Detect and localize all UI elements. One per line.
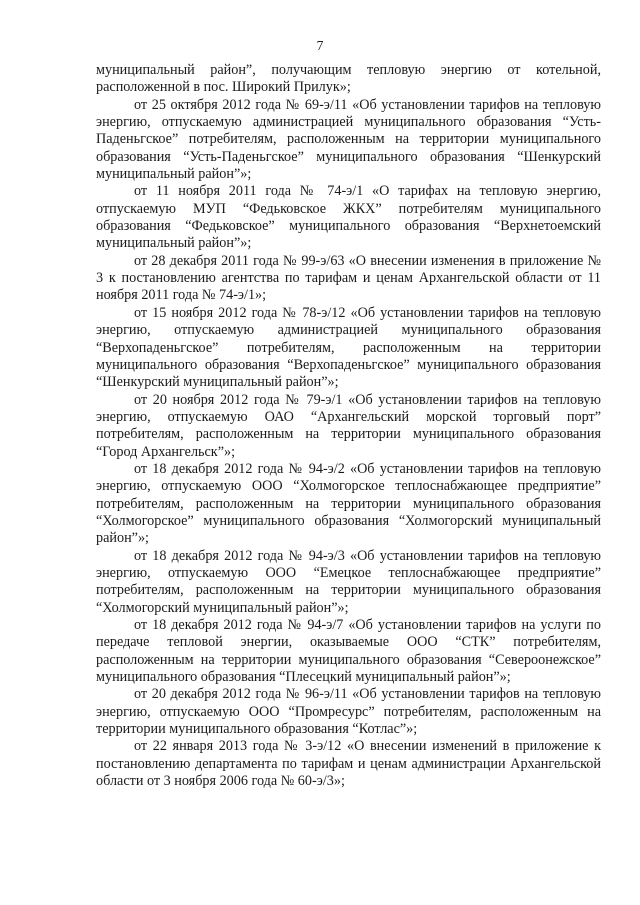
paragraph-resolution: от 11 ноября 2011 года № 74-э/1 «О тарифах на тепловую энергию, отпускаемую МУП “Федьковское ЖКХ” потребителям муниципального образования “Федьковское” муниципального образования “Верхнетоемский муниципальный район”»; bbox=[96, 183, 601, 252]
paragraph-resolution: от 22 января 2013 года № 3-э/12 «О внесении изменений в приложение к постановлению департамента по тарифам и ценам администрации Архангельской области от 3 ноября 2006 года № 60-э/3»; bbox=[96, 738, 601, 790]
paragraph-resolution: от 20 ноября 2012 года № 79-э/1 «Об установлении тарифов на тепловую энергию, отпускаемую ОАО “Архангельский морской торговый порт” потребителям, расположенным на территории муниципального образования “Город Архангельск”»; bbox=[96, 391, 601, 460]
page-number: 7 bbox=[316, 38, 324, 53]
paragraph-continuation: муниципальный район”, получающим тепловую энергию от котельной, расположенной в пос. Широкий Прилук»; bbox=[96, 62, 601, 96]
paragraph-resolution: от 28 декабря 2011 года № 99-э/63 «О внесении изменения в приложение № 3 к постановлению агентства по тарифам и ценам Архангельской области от 11 ноября 2011 года № 74-э/1»; bbox=[96, 252, 601, 304]
paragraph-resolution: от 15 ноября 2012 года № 78-э/12 «Об установлении тарифов на тепловую энергию, отпускаемую администрацией муниципального образования “Верхопаденьгское” потребителям, расположенным на территории муниципального образования “Верхопаденьгское” муниципального образования “Шенкурский муниципальный район”»; bbox=[96, 304, 601, 391]
paragraph-resolution: от 25 октября 2012 года № 69-э/11 «Об установлении тарифов на тепловую энергию, отпускаемую администрацией муниципального образования “Усть-Паденьгское” потребителям, расположенным на территории муниципального образования “Усть-Паденьгское” муниципального образования “Шенкурский муниципальный район”»; bbox=[96, 96, 601, 183]
paragraph-resolution: от 18 декабря 2012 года № 94-э/3 «Об установлении тарифов на тепловую энергию, отпускаемую ООО “Емецкое теплоснабжающее предприятие” потребителям, расположенным на территории муниципального образования “Холмогорский муниципальный район”»; bbox=[96, 547, 601, 616]
paragraph-resolution: от 20 декабря 2012 года № 96-э/11 «Об установлении тарифов на тепловую энергию, отпускаемую ООО “Промресурс” потребителям, расположенным на территории муниципального образования “Котлас”»; bbox=[96, 686, 601, 738]
document-body bbox=[96, 62, 601, 790]
paragraph-resolution: от 18 декабря 2012 года № 94-э/7 «Об установлении тарифов на услуги по передаче тепловой энергии, оказываемые ООО “СТК” потребителям, расположенным на территории муниципального образования “Североонежское” муниципального образования “Плесецкий муниципальный район”»; bbox=[96, 617, 601, 686]
paragraph-resolution: от 18 декабря 2012 года № 94-э/2 «Об установлении тарифов на тепловую энергию, отпускаемую ООО “Холмогорское теплоснабжающее предприятие” потребителям, расположенным на территории муниципального образования “Холмогорское” муниципального образования “Холмогорский муниципальный район”»; bbox=[96, 460, 601, 547]
